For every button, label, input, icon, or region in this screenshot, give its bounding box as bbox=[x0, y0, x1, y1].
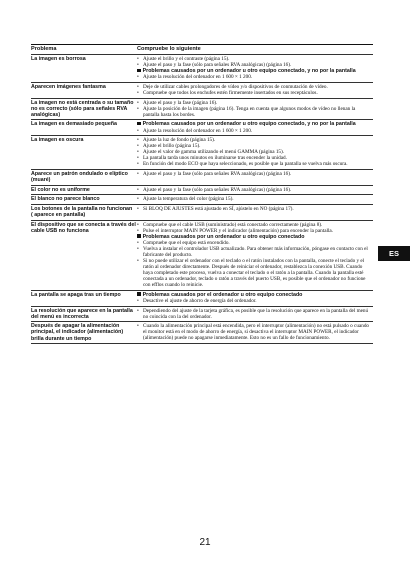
list-item: • Ajuste el paso y la fase (sólo para señales RVA analógicas) (página 16). bbox=[137, 187, 373, 193]
list-item: • Cuando la alimentación principal está encendida, pero el interruptor (alimentación) no está pulsado o cuando el monitor está en el modo de ahorro de energía, si desactiva el interruptor MAIN POWER, el indicador (alimentación) puede no apagarse inmediatamente. Esto no es un fallo de funcionamiento. bbox=[137, 323, 373, 341]
solution-cell bbox=[137, 306, 373, 322]
list-item: • Ajuste el brillo y el contraste (página 15). bbox=[137, 56, 373, 62]
section-heading: Problemas causados por un ordenador u otro equipo conectado bbox=[137, 234, 373, 240]
solution-cell bbox=[137, 136, 373, 170]
page-number: 21 bbox=[199, 537, 211, 548]
table-row bbox=[31, 98, 373, 120]
problem-cell: La imagen es demasiado pequeña bbox=[31, 120, 137, 136]
solution-cell bbox=[137, 204, 373, 220]
table-row bbox=[31, 83, 373, 99]
section-heading: Problemas causados por un ordenador u otro equipo conectado, y no por la pantalla bbox=[137, 121, 373, 127]
list-item: • Desactive el ajuste de ahorro de energía del ordenador. bbox=[137, 298, 373, 304]
list-item: • Ajuste la posición de la imagen (página 16). Tenga en cuenta que algunos modos de vídeo no llenan la pantalla hasta los bordes. bbox=[137, 106, 373, 118]
list-item: • Compruebe que el cable USB (suministrado) está conectado correctamente (página 8). bbox=[137, 222, 373, 228]
table-row bbox=[31, 220, 373, 290]
solution-cell bbox=[137, 98, 373, 120]
problem-cell: El color no es uniforme bbox=[31, 185, 137, 195]
problem-cell: Después de apagar la alimentación principal, el indicador (alimentación) brilla durante un tiempo bbox=[31, 322, 137, 344]
square-bullet-icon bbox=[137, 234, 141, 238]
list-item: • Pulse el interruptor MAIN POWER y el indicador (alimentación) para encender la pantalla. bbox=[137, 228, 373, 234]
table-header-row bbox=[31, 45, 373, 55]
square-bullet-icon bbox=[137, 122, 141, 126]
list-item: • Ajuste el brillo (página 15). bbox=[137, 143, 373, 149]
list-item: • Compruebe que el equipo está encendido. bbox=[137, 240, 373, 246]
table-row bbox=[31, 290, 373, 306]
solution-cell bbox=[137, 55, 373, 83]
list-item: • Ajuste el paso y la fase (sólo para señales RVA analógicas) (página 16). bbox=[137, 62, 373, 68]
list-item: • Ajuste la luz de fondo (página 15). bbox=[137, 137, 373, 143]
solution-cell bbox=[137, 185, 373, 195]
list-item: • Ajuste el valor de gamma utilizando el menú GAMMA (página 15). bbox=[137, 149, 373, 155]
list-item: • En función del modo ECO que haya seleccionado, es posible que la pantalla se vuelva más oscura. bbox=[137, 161, 373, 167]
solution-cell bbox=[137, 290, 373, 306]
problem-cell: La pantalla se apaga tras un tiempo bbox=[31, 290, 137, 306]
problem-cell bbox=[31, 204, 137, 220]
table-row bbox=[31, 306, 373, 322]
list-item: • Deje de utilizar cables prolongadores de vídeo y/o dispositivos de conmutación de vídeo. bbox=[137, 84, 373, 90]
list-item: • Si no puede utilizar el ordenador con el teclado o el ratón instalados con la pantalla, conecte el teclado y el ratón al ordenador directamente. Después de reiniciar el ordenador, restablezca la conexión USB. Cuando haya completado este proceso, vuelva a conectar el teclado o el ratón a la pantalla. Cuando la pantalla esté conectada a un ordenador, teclado o ratón a través del puerto USB, es posible que el ordenador no funcione con efflos cuando lo reinicie. bbox=[137, 258, 373, 288]
list-item: • Compruebe que todos los enchufes estén firmemente insertados en sus receptáculos. bbox=[137, 90, 373, 96]
square-bullet-icon bbox=[137, 69, 141, 73]
solution-cell bbox=[137, 322, 373, 344]
problem-cell: Aparecen imágenes fantasma bbox=[31, 83, 137, 99]
troubleshooting-table bbox=[31, 44, 373, 344]
problem-cell: El blanco no parece blanco bbox=[31, 195, 137, 205]
list-item: • Ajuste el paso y la fase (sólo para señales RVA analógicas) (página 16). bbox=[137, 171, 373, 177]
list-item: • Ajuste el paso y la fase (página 16). bbox=[137, 100, 373, 106]
table-row bbox=[31, 169, 373, 185]
language-tab: ES bbox=[378, 246, 410, 261]
solution-cell bbox=[137, 195, 373, 205]
problem-cell: El dispositivo que se conecta a través del cable USB no funciona bbox=[31, 220, 137, 290]
solution-cell bbox=[137, 220, 373, 290]
table-row bbox=[31, 120, 373, 136]
list-item: • La pantalla tarda unos minutos en iluminarse tras encender la unidad. bbox=[137, 155, 373, 161]
list-item: • Vuelva a instalar el controlador USB actualizado. Para obtener más información, póngase en contacto con el fabricante del producto. bbox=[137, 246, 373, 258]
list-item: • Si BLOQ DE AJUSTES está ajustado en SÍ, ajústelo en NO (página 17). bbox=[137, 206, 373, 212]
header-check: Compruebe lo siguiente bbox=[137, 45, 373, 55]
table-row bbox=[31, 185, 373, 195]
header-problem: Problema bbox=[31, 45, 137, 55]
problem-title: Los botones de la pantalla no funcionan bbox=[31, 205, 133, 212]
troubleshooting-page bbox=[31, 44, 373, 344]
solution-cell bbox=[137, 83, 373, 99]
list-item: • Ajuste la resolución del ordenador en 1 600 × 1 200. bbox=[137, 74, 373, 80]
problem-cell: La imagen no está centrada o su tamaño no es correcto (sólo para señales RVA analógicas) bbox=[31, 98, 137, 120]
list-item: • Ajuste la resolución del ordenador en 1 600 × 1 200. bbox=[137, 128, 373, 134]
section-heading: Problemas causados por el ordenador u otro equipo conectado bbox=[137, 292, 373, 298]
list-item: • Ajuste la temperatura del color (página 15). bbox=[137, 196, 373, 202]
problem-cell: Aparece un patrón ondulado o elíptico (muaré) bbox=[31, 169, 137, 185]
problem-subtitle: ( aparece en pantalla) bbox=[31, 211, 86, 218]
section-heading: Problemas causados por un ordenador u otro equipo conectado, y no por la pantalla bbox=[137, 68, 373, 74]
table-row bbox=[31, 55, 373, 83]
list-item: • Dependiendo del ajuste de la tarjeta gráfica, es posible que la resolución que aparece en la pantalla del menú no coincida con la del ordenador. bbox=[137, 308, 373, 320]
square-bullet-icon bbox=[137, 292, 141, 296]
table-row bbox=[31, 204, 373, 220]
solution-cell bbox=[137, 120, 373, 136]
problem-cell: La imagen es oscura bbox=[31, 136, 137, 170]
table-row bbox=[31, 195, 373, 205]
problem-cell: La resolución que aparece en la pantalla del menú es incorrecta bbox=[31, 306, 137, 322]
table-row bbox=[31, 322, 373, 344]
solution-cell bbox=[137, 169, 373, 185]
problem-cell: La imagen es borrosa bbox=[31, 55, 137, 83]
table-row bbox=[31, 136, 373, 170]
